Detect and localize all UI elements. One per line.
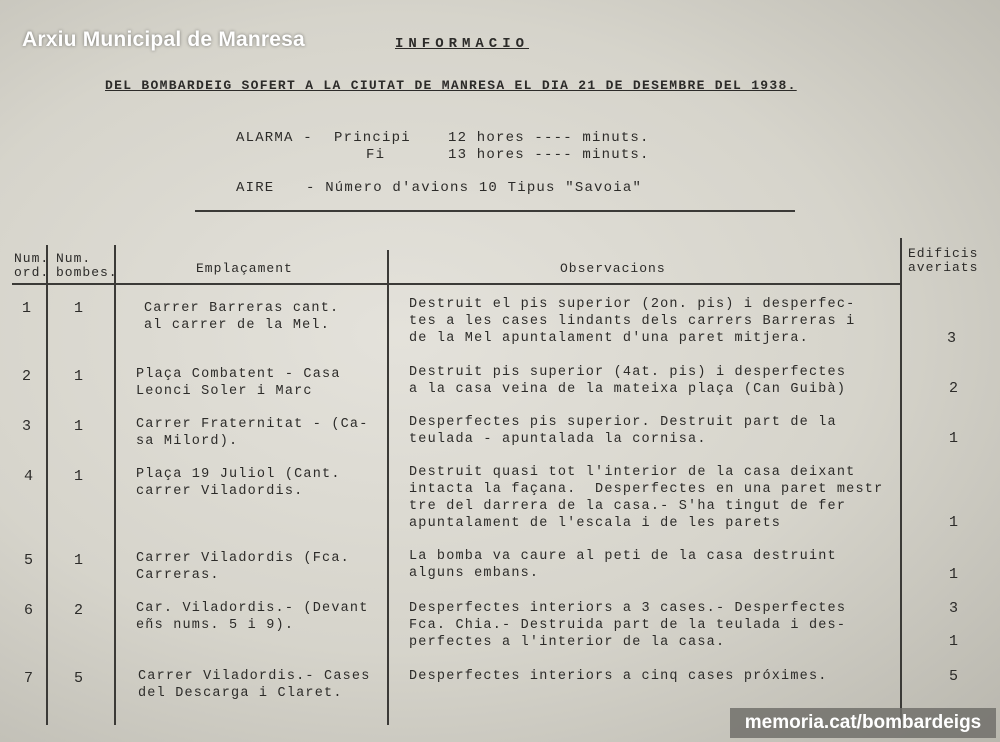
row-edificis: 3: [949, 600, 960, 617]
row-bombes: 5: [74, 670, 85, 687]
row-observacions: Destruit quasi tot l'interior de la casa deixant intacta la façana. Desperfectes en una paret mestr tre del darrera de la casa.- S'ha tingut de fer apuntalament de l'escala i de les parets: [409, 465, 884, 531]
document-subtitle: DEL BOMBARDEIG SOFERT A LA CIUTAT DE MANRESA EL DIA 21 DE DESEMBRE DEL 1938.: [105, 78, 797, 93]
column-divider: [46, 245, 48, 725]
row-observacions: Desperfectes interiors a cinq cases próximes.: [409, 669, 828, 684]
row-bombes: 1: [74, 468, 85, 485]
row-ord: 3: [22, 418, 33, 435]
header-num-bombes: Num. bombes.: [56, 251, 118, 280]
column-divider: [114, 245, 116, 725]
row-observacions: Desperfectes interiors a 3 cases.- Desperfectes Fca. Chia.- Destruida part de la teulada i des- perfectes a l'interior de la casa.: [409, 601, 847, 650]
row-bombes: 1: [74, 552, 85, 569]
row-emplacament: Car. Viladordis.- (Devant eñs nums. 5 i 9).: [136, 601, 369, 633]
column-divider: [387, 250, 389, 725]
row-emplacament: Carrer Viladordis (Fca. Carreras.: [136, 551, 350, 583]
row-observacions: Destruit pis superior (4at. pis) i desperfectes a la casa veina de la mateixa plaça (Can Guibà): [409, 365, 847, 397]
site-watermark: memoria.cat/bombardeigs: [730, 708, 996, 738]
row-observacions: Desperfectes pis superior. Destruit part de la teulada - apuntalada la cornisa.: [409, 415, 837, 447]
row-edificis: 3: [947, 330, 958, 347]
row-edificis: 1: [949, 430, 960, 447]
row-ord: 2: [22, 368, 33, 385]
air-value: - Número d'avions 10 Tipus "Savoia": [306, 180, 643, 196]
header-num-ord: Num. ord.: [14, 251, 50, 280]
document-title: INFORMACIO: [395, 36, 530, 52]
row-ord: 4: [24, 468, 35, 485]
row-bombes: 2: [74, 602, 85, 619]
row-bombes: 1: [74, 300, 85, 317]
table-header-rule: [12, 283, 900, 285]
alarm-end-value: 13 hores ---- minuts.: [448, 147, 650, 163]
separator-rule: [195, 210, 795, 212]
row-edificis: 1: [949, 566, 960, 583]
row-edificis: 2: [949, 380, 960, 397]
alarm-end-label: Fi: [366, 147, 386, 163]
row-edificis-extra: 1: [949, 633, 960, 650]
row-edificis: 1: [949, 514, 960, 531]
archive-watermark: Arxiu Municipal de Manresa: [22, 28, 305, 51]
alarm-label: ALARMA -: [236, 130, 313, 146]
row-ord: 6: [24, 602, 35, 619]
row-observacions: Destruit el pis superior (2on. pis) i desperfec- tes a les cases lindants dels carrers Barreras i de la Mel apuntalament d'una paret mitjera.: [409, 297, 856, 346]
row-edificis: 5: [949, 668, 960, 685]
header-edificis: Edificis averiats: [908, 246, 979, 275]
row-emplacament: Carrer Fraternitat - (Ca- sa Milord).: [136, 417, 369, 449]
row-emplacament: Carrer Viladordis.- Cases del Descarga i Claret.: [138, 669, 371, 701]
row-ord: 5: [24, 552, 35, 569]
column-divider: [900, 238, 902, 728]
row-bombes: 1: [74, 368, 85, 385]
header-emplacament: Emplaçament: [196, 261, 293, 276]
air-label: AIRE: [236, 180, 275, 196]
row-observacions: La bomba va caure al peti de la casa destruint alguns embans.: [409, 549, 837, 581]
header-observacions: Observacions: [560, 261, 666, 276]
row-emplacament: Carrer Barreras cant. al carrer de la Mel.: [144, 301, 340, 333]
row-emplacament: Plaça Combatent - Casa Leonci Soler i Marc: [136, 367, 341, 399]
row-bombes: 1: [74, 418, 85, 435]
row-ord: 7: [24, 670, 35, 687]
alarm-start-label: Principi: [334, 130, 411, 146]
row-emplacament: Plaça 19 Juliol (Cant. carrer Viladordis.: [136, 467, 341, 499]
alarm-start-value: 12 hores ---- minuts.: [448, 130, 650, 146]
row-ord: 1: [22, 300, 33, 317]
